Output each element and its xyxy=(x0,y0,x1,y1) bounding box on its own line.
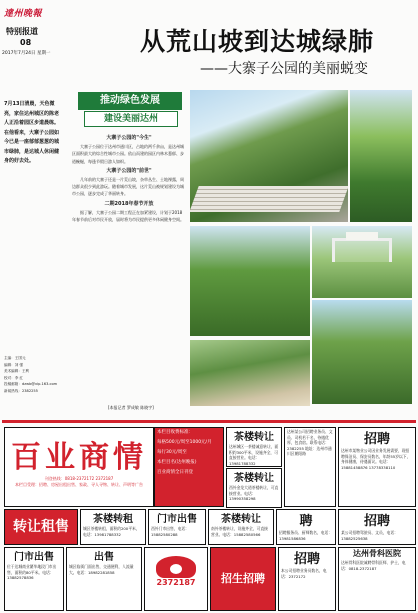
ad-title: 门市出售 xyxy=(157,514,197,525)
slogan-badge-top: 推动绿色发展 xyxy=(78,92,182,110)
ad-text: 城区茶楼转租，面积约200平米，电话：13981788332 xyxy=(83,526,140,537)
ad-teahouse-transfer xyxy=(226,427,282,467)
park-stairs-photo xyxy=(190,90,348,222)
ad-rates xyxy=(154,427,224,507)
credit-line: 投稿邮箱：dzwb@vip.163.com xyxy=(4,382,58,386)
credit-line: 主编：王国元 xyxy=(4,356,26,360)
park-grove-photo xyxy=(190,226,310,336)
classified-ads xyxy=(2,420,416,611)
ad-hospital xyxy=(338,547,416,611)
gate-graphic xyxy=(332,238,392,262)
ad-rate-line: 每格500元/周至1000元/月 xyxy=(157,440,212,445)
ad-rate-line: 本栏目收费标准： xyxy=(157,430,193,435)
credit-line: 新闻热线：2382255 xyxy=(4,388,38,393)
ad-title: 招聘 xyxy=(363,514,390,529)
ad-baiye-shangqing xyxy=(4,427,154,507)
ad-column-text xyxy=(284,427,336,507)
ad-shop-sale xyxy=(66,547,142,611)
ad-hiring xyxy=(276,509,336,545)
ad-transfer-rent-sale xyxy=(4,509,78,545)
credit-line: 校对：李 红 xyxy=(4,375,24,380)
ad-recruitment-2 xyxy=(338,509,416,545)
ad-text: 达州骨科医院诚聘骨科医师、护士，电话：0818-2372187 xyxy=(341,560,406,571)
lead-paragraph: 7月13日清晨，天色微亮，家住达州城区的陈老人正沿着园区步道晨练。在他看来，大寨子公园如今已是一座郁郁葱葱的城市绿肺，是达城人休闲健身的好去处。 xyxy=(4,101,60,164)
credit-line: 编辑：刘 强 xyxy=(4,362,24,367)
article-body xyxy=(72,132,186,223)
ad-note: 本栏目受理：招聘、房屋出租出售、家政、寻人寻物、转让、声明等广告 xyxy=(15,482,143,487)
left-column xyxy=(0,0,66,420)
ad-enrollment-recruitment xyxy=(210,547,276,611)
ad-storefront-sale-2 xyxy=(4,547,64,611)
ad-text: 位于达城商业繁华地段门市出售，面积约80平米。电话：13882578836 xyxy=(7,564,57,580)
ad-text: 西外金龙大道茶楼转让，可直接营业。电话：13990358298 xyxy=(229,485,279,501)
ad-teahouse-transfer-3 xyxy=(208,509,274,545)
ad-teahouse-sublet xyxy=(80,509,146,545)
ad-teahouse-transfer-2 xyxy=(226,468,282,508)
ad-text: 南外茶楼转让，设施齐全，可直接营业。电话：15882580566 xyxy=(211,526,268,537)
section-label: 特别报道 xyxy=(6,27,38,36)
ad-recruitment xyxy=(338,427,416,507)
ad-title: 转让租售 xyxy=(13,519,69,535)
headline: 从荒山坡到达城绿肺 xyxy=(140,27,375,56)
ad-title: 茶楼转让 xyxy=(234,432,274,443)
article-paragraph: 大寨子公园位于达州市通川区，占地约两千余亩，是达州城区面积最大的综合性城市公园。依山而建的园区内林木葱郁、步道蜿蜒，每逢节假日游人如织。 xyxy=(72,144,184,164)
ad-title: 百业商情 xyxy=(11,440,147,475)
park-gate-photo xyxy=(312,226,412,298)
ad-storefront-sale xyxy=(148,509,206,545)
ad-rate-line: 每行30元/周至 xyxy=(157,450,187,455)
article-paragraph: 几年前的大寨子还是一片荒山坡，杂草丛生、土地裸露，周边群众很少到此游玩。随着城市发展，这片荒山被规划建设为城市公园，逐步完成了华丽转身。 xyxy=(72,177,184,197)
ad-title: 茶楼转租 xyxy=(93,514,133,525)
masthead-logo: 達州晚報 xyxy=(4,9,43,19)
ad-rate-line: 本栏目名(达州晚报) xyxy=(157,460,197,465)
ad-title: 门市出售 xyxy=(14,552,54,563)
ad-title: 出售 xyxy=(94,552,114,563)
ad-title: 招聘 xyxy=(363,432,390,447)
ad-phone-graphic xyxy=(144,547,208,611)
ad-title: 茶楼转让 xyxy=(234,473,274,484)
article-paragraph: 据了解，大寨子公园二期工程正在加紧建设，计划于2018年春节前后对市民开放，届时将为市民提供更多休闲健身空间。 xyxy=(72,209,184,223)
park-path-photo xyxy=(312,300,412,404)
section-heading: 大寨子公园的"前世" xyxy=(106,167,152,174)
ad-text: 招聘服务员、厨师数名，电话：13981586836 xyxy=(279,530,333,541)
telephone-icon xyxy=(156,556,196,578)
ad-title: 聘 xyxy=(299,514,313,529)
slogan-badge-bottom: 建设美丽达州 xyxy=(84,111,178,127)
park-walkway-photo xyxy=(190,340,310,406)
ad-title: 招生招聘 xyxy=(221,572,265,585)
ad-title: 达州骨科医院 xyxy=(353,549,401,558)
ad-text: 本公司招聘业务员数名，电话：2372172 xyxy=(281,568,327,579)
byline: [本报记者 罗成敏 陈晓宇] xyxy=(108,405,154,410)
park-trees-photo xyxy=(350,90,412,222)
section-heading: 大寨子公园的"今生" xyxy=(106,135,152,141)
ad-text: 达州城区一茶楼诚意转让，面积约300平米，设施齐全，可直接营业。电话：13981788332 xyxy=(229,444,279,466)
editor-credits xyxy=(4,355,64,394)
stairs-graphic xyxy=(190,186,348,212)
date-line: 2017年7月24日 星期一 xyxy=(2,51,51,56)
ad-text: 城区临街门面出售，交通便利，人流量大。电话：18982281858 xyxy=(69,564,134,575)
ad-rate-line: 百业商情全日刊登 xyxy=(157,470,193,475)
ad-text: 西外门市出售，电话：15882580288 xyxy=(151,526,189,537)
page-number: 08 xyxy=(20,38,32,47)
ad-title: 招聘 xyxy=(293,552,320,567)
section-heading: 二期2018年春节开放 xyxy=(104,200,154,207)
ad-phone-number: 2372187 xyxy=(156,578,196,587)
ad-text: 某公司招聘驾驶员、文员，电话：13882525638 xyxy=(341,530,398,541)
ad-recruitment-3 xyxy=(278,547,336,611)
credit-line: 美术编辑：王利 xyxy=(4,369,30,373)
ad-text: 达州某公司招聘业务员、文员、司机若干名，待遇优厚，包食宿。联系电话：2382255 地址：达州市通川区朝阳路 xyxy=(287,429,333,456)
gate-sign-graphic xyxy=(346,232,378,240)
ad-text: 达州市某物业公司因业务发展需要，现招聘保洁员、保安员数名，年龄55岁以下，身体健康，待遇面议。电话：15881458876 13778338110 xyxy=(341,448,411,470)
subheadline: ——大寨子公园的美丽蜕变 xyxy=(200,61,368,77)
ad-phone: 刊登热线：0818-2372172 2372187 xyxy=(44,476,114,481)
ad-title: 茶楼转让 xyxy=(221,514,261,525)
